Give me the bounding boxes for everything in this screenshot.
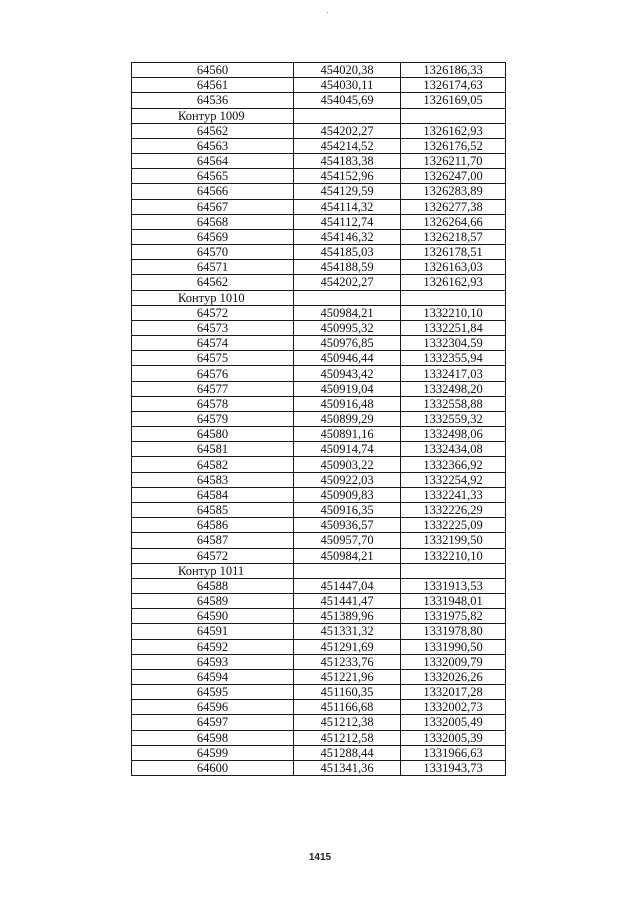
- table-row: [132, 594, 506, 609]
- y-coordinate-cell: 1332005,49: [401, 715, 506, 730]
- point-number-cell: 64597: [132, 715, 294, 730]
- y-coordinate-cell: 1332254,92: [401, 472, 506, 487]
- x-coordinate-cell: 451288,44: [294, 745, 401, 760]
- x-coordinate-cell: 451212,38: [294, 715, 401, 730]
- x-coordinate-cell: 450984,21: [294, 305, 401, 320]
- point-number-cell: 64582: [132, 457, 294, 472]
- x-coordinate-cell: 451447,04: [294, 578, 401, 593]
- x-coordinate-cell: 454045,69: [294, 93, 401, 108]
- y-coordinate-cell: 1326277,38: [401, 199, 506, 214]
- y-coordinate-cell: 1332017,28: [401, 685, 506, 700]
- point-number-cell: 64600: [132, 760, 294, 775]
- table-row: [132, 229, 506, 244]
- table-row: [132, 214, 506, 229]
- point-number-cell: 64572: [132, 548, 294, 563]
- y-coordinate-cell: 1331978,80: [401, 624, 506, 639]
- table-row: [132, 366, 506, 381]
- point-number-cell: 64594: [132, 669, 294, 684]
- x-coordinate-cell: 450922,03: [294, 472, 401, 487]
- x-coordinate-cell: 451221,96: [294, 669, 401, 684]
- y-coordinate-cell: 1326264,66: [401, 214, 506, 229]
- y-coordinate-cell: 1332005,39: [401, 730, 506, 745]
- x-coordinate-cell: 451441,47: [294, 594, 401, 609]
- table-row: [132, 442, 506, 457]
- table-row: [132, 169, 506, 184]
- point-number-cell: 64573: [132, 320, 294, 335]
- x-coordinate-cell: 454214,52: [294, 138, 401, 153]
- contour-label: Контур 1011: [132, 563, 294, 578]
- y-coordinate-cell: 1332355,94: [401, 351, 506, 366]
- empty-cell: [401, 563, 506, 578]
- x-coordinate-cell: 454202,27: [294, 123, 401, 138]
- y-coordinate-cell: 1332417,03: [401, 366, 506, 381]
- point-number-cell: 64572: [132, 305, 294, 320]
- x-coordinate-cell: 451166,68: [294, 700, 401, 715]
- contour-label: Контур 1009: [132, 108, 294, 123]
- y-coordinate-cell: 1326169,05: [401, 93, 506, 108]
- x-coordinate-cell: 454202,27: [294, 275, 401, 290]
- x-coordinate-cell: 450976,85: [294, 336, 401, 351]
- x-coordinate-cell: 450919,04: [294, 381, 401, 396]
- y-coordinate-cell: 1326186,33: [401, 63, 506, 78]
- x-coordinate-cell: 450914,74: [294, 442, 401, 457]
- point-number-cell: 64570: [132, 245, 294, 260]
- x-coordinate-cell: 451291,69: [294, 639, 401, 654]
- table-row: [132, 336, 506, 351]
- x-coordinate-cell: 450946,44: [294, 351, 401, 366]
- coordinates-table-body: [132, 63, 506, 776]
- x-coordinate-cell: 451341,36: [294, 760, 401, 775]
- table-row: [132, 275, 506, 290]
- y-coordinate-cell: 1331966,63: [401, 745, 506, 760]
- x-coordinate-cell: 454152,96: [294, 169, 401, 184]
- point-number-cell: 64588: [132, 578, 294, 593]
- y-coordinate-cell: 1332498,06: [401, 427, 506, 442]
- point-number-cell: 64578: [132, 396, 294, 411]
- point-number-cell: 64536: [132, 93, 294, 108]
- point-number-cell: 64575: [132, 351, 294, 366]
- y-coordinate-cell: 1326218,57: [401, 229, 506, 244]
- x-coordinate-cell: 454183,38: [294, 154, 401, 169]
- y-coordinate-cell: 1332002,73: [401, 700, 506, 715]
- y-coordinate-cell: 1326162,93: [401, 123, 506, 138]
- table-row: [132, 654, 506, 669]
- x-coordinate-cell: 451212,58: [294, 730, 401, 745]
- y-coordinate-cell: 1332225,09: [401, 518, 506, 533]
- point-number-cell: 64583: [132, 472, 294, 487]
- point-number-cell: 64564: [132, 154, 294, 169]
- point-number-cell: 64592: [132, 639, 294, 654]
- point-number-cell: 64596: [132, 700, 294, 715]
- table-row: [132, 472, 506, 487]
- y-coordinate-cell: 1332226,29: [401, 502, 506, 517]
- table-row: [132, 578, 506, 593]
- y-coordinate-cell: 1332251,84: [401, 320, 506, 335]
- table-row: [132, 93, 506, 108]
- table-row: [132, 745, 506, 760]
- x-coordinate-cell: 450936,57: [294, 518, 401, 533]
- point-number-cell: 64566: [132, 184, 294, 199]
- point-number-cell: 64568: [132, 214, 294, 229]
- table-row: [132, 700, 506, 715]
- x-coordinate-cell: 454114,32: [294, 199, 401, 214]
- x-coordinate-cell: 450957,70: [294, 533, 401, 548]
- y-coordinate-cell: 1326162,93: [401, 275, 506, 290]
- point-number-cell: 64595: [132, 685, 294, 700]
- point-number-cell: 64560: [132, 63, 294, 78]
- point-number-cell: 64580: [132, 427, 294, 442]
- table-row: [132, 730, 506, 745]
- y-coordinate-cell: 1332558,88: [401, 396, 506, 411]
- y-coordinate-cell: 1332026,26: [401, 669, 506, 684]
- y-coordinate-cell: 1332366,92: [401, 457, 506, 472]
- coordinates-table: [131, 62, 506, 776]
- y-coordinate-cell: 1332559,32: [401, 411, 506, 426]
- x-coordinate-cell: 454030,11: [294, 78, 401, 93]
- y-coordinate-cell: 1326247,00: [401, 169, 506, 184]
- x-coordinate-cell: 450995,32: [294, 320, 401, 335]
- table-row: [132, 320, 506, 335]
- x-coordinate-cell: 451389,96: [294, 609, 401, 624]
- point-number-cell: 64579: [132, 411, 294, 426]
- table-row: [132, 199, 506, 214]
- x-coordinate-cell: 454129,59: [294, 184, 401, 199]
- point-number-cell: 64569: [132, 229, 294, 244]
- x-coordinate-cell: 450891,16: [294, 427, 401, 442]
- y-coordinate-cell: 1326176,52: [401, 138, 506, 153]
- scan-speck: [327, 12, 328, 13]
- x-coordinate-cell: 450909,83: [294, 487, 401, 502]
- point-number-cell: 64565: [132, 169, 294, 184]
- table-row: [132, 487, 506, 502]
- table-row: [132, 427, 506, 442]
- table-row: [132, 245, 506, 260]
- x-coordinate-cell: 450984,21: [294, 548, 401, 563]
- table-row: [132, 669, 506, 684]
- page-number: 1415: [308, 852, 332, 863]
- table-row: [132, 351, 506, 366]
- point-number-cell: 64598: [132, 730, 294, 745]
- x-coordinate-cell: 451331,32: [294, 624, 401, 639]
- y-coordinate-cell: 1331913,53: [401, 578, 506, 593]
- y-coordinate-cell: 1331990,50: [401, 639, 506, 654]
- point-number-cell: 64593: [132, 654, 294, 669]
- y-coordinate-cell: 1326174,63: [401, 78, 506, 93]
- x-coordinate-cell: 450916,35: [294, 502, 401, 517]
- x-coordinate-cell: 454146,32: [294, 229, 401, 244]
- point-number-cell: 64586: [132, 518, 294, 533]
- table-row: [132, 518, 506, 533]
- table-row: [132, 760, 506, 775]
- point-number-cell: 64577: [132, 381, 294, 396]
- point-number-cell: 64581: [132, 442, 294, 457]
- table-row: [132, 548, 506, 563]
- point-number-cell: 64590: [132, 609, 294, 624]
- y-coordinate-cell: 1332241,33: [401, 487, 506, 502]
- table-row: [132, 138, 506, 153]
- empty-cell: [401, 290, 506, 305]
- y-coordinate-cell: 1326163,03: [401, 260, 506, 275]
- empty-cell: [294, 290, 401, 305]
- table-row: [132, 63, 506, 78]
- y-coordinate-cell: 1332199,50: [401, 533, 506, 548]
- contour-header-row: [132, 563, 506, 578]
- x-coordinate-cell: 451160,35: [294, 685, 401, 700]
- y-coordinate-cell: 1326283,89: [401, 184, 506, 199]
- table-row: [132, 260, 506, 275]
- point-number-cell: 64589: [132, 594, 294, 609]
- table-row: [132, 396, 506, 411]
- table-row: [132, 411, 506, 426]
- table-row: [132, 305, 506, 320]
- point-number-cell: 64599: [132, 745, 294, 760]
- table-row: [132, 533, 506, 548]
- y-coordinate-cell: 1326178,51: [401, 245, 506, 260]
- point-number-cell: 64561: [132, 78, 294, 93]
- point-number-cell: 64591: [132, 624, 294, 639]
- point-number-cell: 64567: [132, 199, 294, 214]
- y-coordinate-cell: 1331948,01: [401, 594, 506, 609]
- table-row: [132, 381, 506, 396]
- y-coordinate-cell: 1332210,10: [401, 548, 506, 563]
- table-row: [132, 184, 506, 199]
- contour-header-row: [132, 108, 506, 123]
- contour-header-row: [132, 290, 506, 305]
- y-coordinate-cell: 1331943,73: [401, 760, 506, 775]
- x-coordinate-cell: 454185,03: [294, 245, 401, 260]
- table-row: [132, 502, 506, 517]
- y-coordinate-cell: 1332210,10: [401, 305, 506, 320]
- x-coordinate-cell: 454188,59: [294, 260, 401, 275]
- y-coordinate-cell: 1326211,70: [401, 154, 506, 169]
- x-coordinate-cell: 450899,29: [294, 411, 401, 426]
- empty-cell: [294, 108, 401, 123]
- contour-label: Контур 1010: [132, 290, 294, 305]
- x-coordinate-cell: 450903,22: [294, 457, 401, 472]
- y-coordinate-cell: 1332009,79: [401, 654, 506, 669]
- table-row: [132, 457, 506, 472]
- x-coordinate-cell: 451233,76: [294, 654, 401, 669]
- table-row: [132, 685, 506, 700]
- x-coordinate-cell: 450916,48: [294, 396, 401, 411]
- point-number-cell: 64584: [132, 487, 294, 502]
- y-coordinate-cell: 1332434,08: [401, 442, 506, 457]
- x-coordinate-cell: 454112,74: [294, 214, 401, 229]
- y-coordinate-cell: 1332498,20: [401, 381, 506, 396]
- table-row: [132, 715, 506, 730]
- x-coordinate-cell: 454020,38: [294, 63, 401, 78]
- point-number-cell: 64562: [132, 123, 294, 138]
- table-row: [132, 639, 506, 654]
- point-number-cell: 64587: [132, 533, 294, 548]
- point-number-cell: 64574: [132, 336, 294, 351]
- y-coordinate-cell: 1331975,82: [401, 609, 506, 624]
- empty-cell: [294, 563, 401, 578]
- empty-cell: [401, 108, 506, 123]
- point-number-cell: 64563: [132, 138, 294, 153]
- table-row: [132, 78, 506, 93]
- point-number-cell: 64576: [132, 366, 294, 381]
- table-row: [132, 624, 506, 639]
- y-coordinate-cell: 1332304,59: [401, 336, 506, 351]
- x-coordinate-cell: 450943,42: [294, 366, 401, 381]
- point-number-cell: 64585: [132, 502, 294, 517]
- point-number-cell: 64571: [132, 260, 294, 275]
- table-row: [132, 123, 506, 138]
- table-row: [132, 154, 506, 169]
- table-row: [132, 609, 506, 624]
- point-number-cell: 64562: [132, 275, 294, 290]
